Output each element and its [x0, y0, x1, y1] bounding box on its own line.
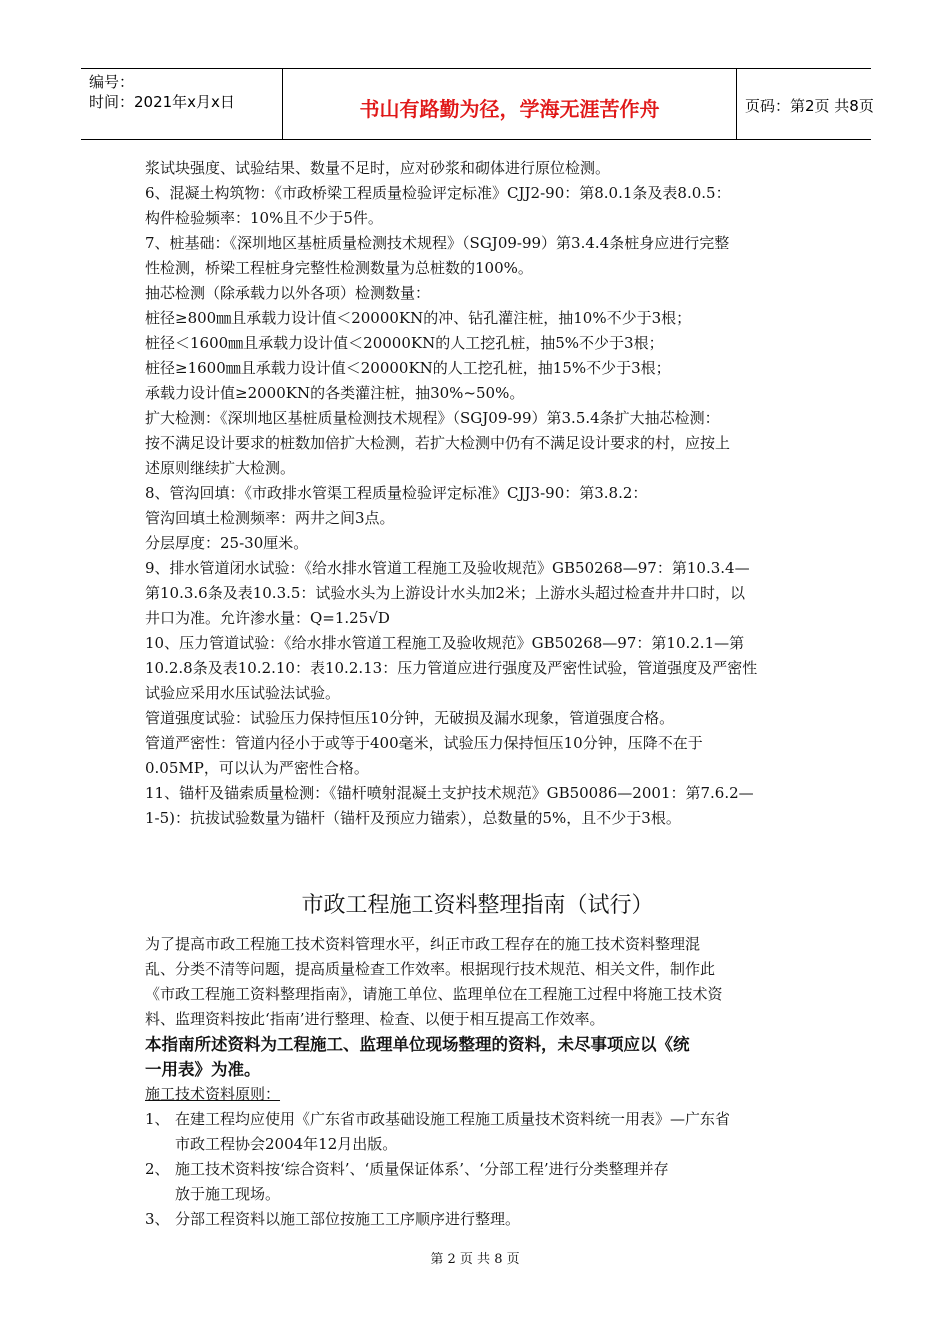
code-label: 编号： — [89, 73, 135, 91]
principle-line — [145, 1182, 810, 1207]
body-line: 7、桩基础：《深圳地区基桩质量检测技术规程》（SGJ09-99）第3.4.4条桩身应进行完整 — [145, 234, 730, 252]
body-line: 扩大检测：《深圳地区基桩质量检测技术规程》（SGJ09-99）第3.5.4条扩大抽芯检测： — [145, 409, 720, 427]
motto: 书山有路勤为径，学海无涯苦作舟 — [359, 97, 660, 121]
header-left-cell — [81, 69, 281, 139]
body-line: 管道强度试验：试验压力保持恒压10分钟，无破损及漏水现象，管道强度合格。 — [145, 709, 675, 727]
principle-line — [145, 1107, 810, 1132]
body-line: 井口为准。允许渗水量：Q=1.25√D — [145, 609, 390, 627]
body-line: 0.05MP，可以认为严密性合格。 — [145, 759, 369, 777]
principle-line — [145, 1132, 810, 1157]
header-page-cell — [737, 69, 874, 139]
body-line: 构件检验频率：10%且不少于5件。 — [145, 209, 383, 227]
body-line: 6、混凝土构筑物：《市政桥梁工程质量检验评定标准》CJJ2-90：第8.0.1条及表8.0.5： — [145, 184, 731, 202]
principle-line — [145, 1157, 810, 1182]
body-line: 抽芯检测（除承载力以外各项）检测数量： — [145, 284, 431, 302]
body-line: 述原则继续扩大检测。 — [145, 459, 296, 477]
section-title: 市政工程施工资料整理指南（试行） — [301, 893, 654, 918]
body-line: 11、锚杆及锚索质量检测：《锚杆喷射混凝土支护技术规范》GB50086—2001：第7.6.2— — [145, 784, 754, 802]
body-line: 桩径≥1600㎜且承载力设计值＜20000KN的人工挖孔桩，抽15%不少于3根； — [145, 359, 671, 377]
intro-line: 《市政工程施工资料整理指南》，请施工单位、监理单位在工程施工过程中将施工技术资 — [145, 985, 723, 1003]
body-line: 10、压力管道试验：《给水排水管道工程施工及验收规范》GB50268—97：第10.2.1—第 — [145, 634, 745, 652]
principles-list — [145, 1107, 810, 1232]
principle-text: 分部工程资料以施工部位按施工工序顺序进行整理。 — [175, 1210, 521, 1228]
intro-paragraph — [145, 932, 810, 1032]
intro-section — [145, 932, 810, 1232]
page-info: 页码：第2页 共8页 — [745, 97, 874, 115]
bold-note — [145, 1032, 810, 1082]
body-line: 承载力设计值≥2000KN的各类灌注桩，抽30%~50%。 — [145, 384, 525, 402]
body-line: 8、管沟回填：《市政排水管渠工程质量检验评定标准》CJJ3-90：第3.8.2： — [145, 484, 648, 502]
body-line: 按不满足设计要求的桩数加倍扩大检测，若扩大检测中仍有不满足设计要求的村，应按上 — [145, 434, 731, 452]
bold-note-line: 本指南所述资料为工程施工、监理单位现场整理的资料，未尽事项应以《统 — [145, 1035, 690, 1054]
bold-note-line: 一用表》为准。 — [145, 1060, 261, 1079]
date-line: 时间：2021年x月x日 — [89, 93, 235, 111]
body-line: 桩径＜1600㎜且承载力设计值＜20000KN的人工挖孔桩，抽5%不少于3根； — [145, 334, 664, 352]
body-line: 10.2.8条及表10.2.10：表10.2.13：压力管道应进行强度及严密性试验，管道强度及严密性 — [145, 659, 758, 677]
principle-text: 施工技术资料按‘综合资料’、‘质量保证体系’、‘分部工程’进行分类整理并存 — [175, 1160, 669, 1178]
body-line: 9、排水管道闭水试验：《给水排水管道工程施工及验收规范》GB50268—97：第10.3.4— — [145, 559, 750, 577]
body-line: 桩径≥800㎜且承载力设计值＜20000KN的冲、钻孔灌注桩，抽10%不少于3根； — [145, 309, 692, 327]
body-line: 1-5)：抗拔试验数量为锚杆（锚杆及预应力锚索），总数量的5%，且不少于3根。 — [145, 809, 681, 827]
intro-line: 乱、分类不清等问题，提高质量检查工作效率。根据现行技术规范、相关文件，制作此 — [145, 960, 716, 978]
intro-line: 为了提高市政工程施工技术资料管理水平，纠正市政工程存在的施工技术资料整理混 — [145, 935, 701, 953]
page-footer: 第 2 页 共 8 页 — [430, 1252, 520, 1267]
body-line: 分层厚度：25-30厘米。 — [145, 534, 309, 552]
principle-number: 2、 — [145, 1160, 170, 1178]
body-line: 试验应采用水压试验法试验。 — [145, 684, 341, 702]
intro-line: 料、监理资料按此‘指南’进行整理、检查、以便于相互提高工作效率。 — [145, 1010, 605, 1028]
page-header — [81, 68, 874, 140]
principle-number: 3、 — [145, 1210, 170, 1228]
principle-text: 市政工程协会2004年12月出版。 — [175, 1135, 398, 1153]
principles-heading: 施工技术资料原则： — [145, 1085, 281, 1103]
principle-number: 1、 — [145, 1110, 170, 1128]
header-motto-cell — [282, 69, 737, 139]
body-line: 性检测，桥梁工程桩身完整性检测数量为总桩数的100%。 — [145, 259, 533, 277]
principle-text: 在建工程均应使用《广东省市政基础设施工程施工质量技术资料统一用表》—广东省 — [175, 1110, 731, 1128]
body-line: 浆试块强度、试验结果、数量不足时，应对砂浆和砌体进行原位检测。 — [145, 159, 611, 177]
body-text — [145, 156, 810, 831]
principle-line — [145, 1207, 810, 1232]
principle-text: 放于施工现场。 — [175, 1185, 281, 1203]
body-line: 管道严密性：管道内径小于或等于400毫米，试验压力保持恒压10分钟，压降不在于 — [145, 734, 703, 752]
body-line: 第10.3.6条及表10.3.5：试验水头为上游设计水头加2米；上游水头超过检查井井口时，以 — [145, 584, 745, 602]
body-line: 管沟回填土检测频率：两井之间3点。 — [145, 509, 395, 527]
